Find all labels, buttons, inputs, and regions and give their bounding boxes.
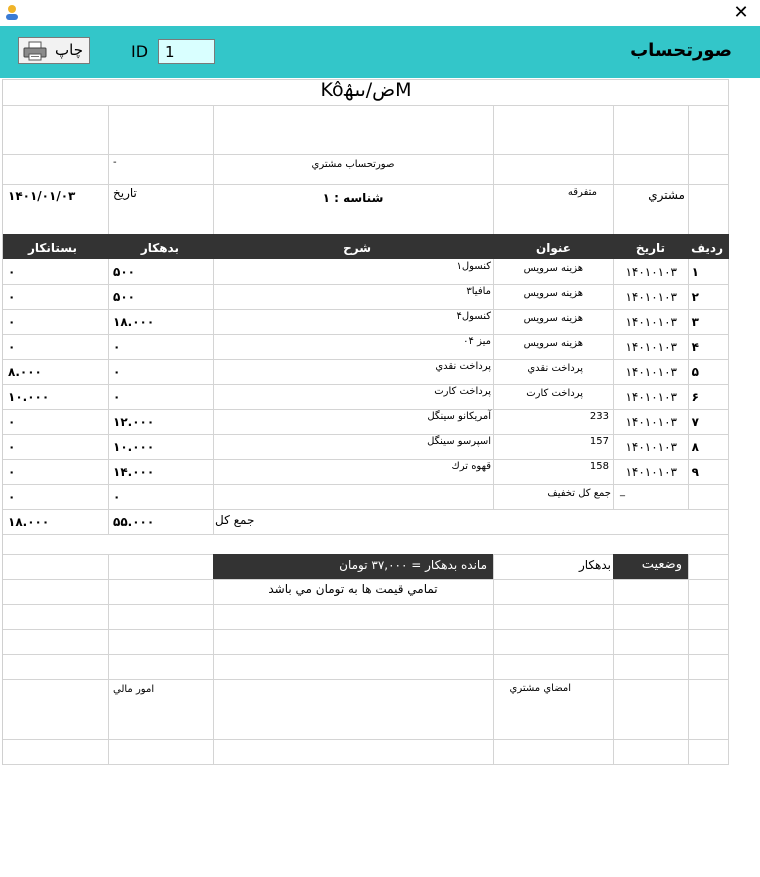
currency-note: تمامي قيمت ها به تومان مي باشد: [268, 582, 438, 596]
row-6-desc: پرداخت كارت: [434, 386, 491, 397]
row-3-date: ۱۴۰۱۰۱۰۳: [625, 315, 677, 329]
row-5-credit: ۸.۰۰۰: [8, 365, 42, 379]
row-2-title: هزينه سرويس: [523, 288, 583, 299]
row-5-desc: پرداخت نقدي: [435, 361, 491, 372]
print-button[interactable]: [18, 37, 90, 64]
row-2-desc: مافيا۳: [466, 286, 491, 297]
row-1-date: ۱۴۰۱۰۱۰۳: [625, 265, 677, 279]
row-9-date: ۱۴۰۱۰۱۰۳: [625, 465, 677, 479]
print-label: چاپ: [55, 41, 83, 59]
row-6-credit: ۱۰.۰۰۰: [8, 390, 50, 404]
date-label: تاريخ: [113, 186, 137, 200]
row-1-index: ۱: [691, 265, 699, 279]
discount-credit: ۰: [8, 490, 16, 504]
total-debit: ۵۵.۰۰۰: [113, 515, 155, 529]
printer-icon: [23, 41, 47, 61]
row-2-date: ۱۴۰۱۰۱۰۳: [625, 290, 677, 304]
row-5-title: پرداخت نقدي: [527, 363, 583, 374]
row-7-desc: آمريكانو سينگل: [427, 411, 491, 422]
row-7-credit: ۰: [8, 415, 16, 429]
table-header: [3, 234, 729, 259]
row-5-debit: ۰: [113, 365, 121, 379]
row-1-desc: كنسول۱: [456, 261, 491, 272]
row-1-credit: ۰: [8, 265, 16, 279]
user-app-icon: [4, 4, 20, 20]
row-9-desc: قهوه ترك: [451, 461, 491, 472]
row-9-title: 158: [589, 461, 609, 472]
row-9-index: ۹: [691, 465, 699, 479]
row-9-credit: ۰: [8, 465, 16, 479]
balance-banner: [213, 554, 493, 579]
row-7-debit: ۱۲.۰۰۰: [113, 415, 155, 429]
row-6-title: پرداخت كارت: [526, 388, 583, 399]
report-title: Kôض/ىىۿM: [320, 79, 412, 101]
total-label: جمع كل: [215, 513, 255, 527]
col-credit-header: بستانكار: [27, 241, 77, 255]
row-4-title: هزينه سرويس: [523, 338, 583, 349]
invoice-report: [2, 79, 729, 765]
row-5-date: ۱۴۰۱۰۱۰۳: [625, 365, 677, 379]
balance-text: مانده بدهكار = ۳۷,۰۰۰ تومان: [339, 558, 487, 572]
form-title: صورتحساب: [630, 40, 732, 61]
status-value: بدهكار: [578, 558, 611, 572]
close-button[interactable]: ✕: [733, 2, 749, 23]
row-4-desc: ميز ۰۴: [463, 336, 491, 347]
row-4-index: ۴: [691, 340, 699, 354]
row-6-date: ۱۴۰۱۰۱۰۳: [625, 390, 677, 404]
row-8-desc: اسپرسو سينگل: [427, 436, 491, 447]
row-2-credit: ۰: [8, 290, 16, 304]
total-credit: ۱۸.۰۰۰: [8, 515, 50, 529]
status-label-cell: [613, 554, 688, 579]
discount-dash: _: [620, 486, 625, 497]
row-6-debit: ۰: [113, 390, 121, 404]
discount-debit: ۰: [113, 490, 121, 504]
header-dash: -: [113, 157, 117, 168]
row-3-index: ۳: [691, 315, 699, 329]
col-debit-header: بدهكار: [140, 241, 179, 255]
col-title-header: عنوان: [536, 241, 571, 255]
row-3-desc: كنسول۴: [456, 311, 491, 322]
row-8-title: 157: [589, 436, 609, 447]
row-8-debit: ۱۰.۰۰۰: [113, 440, 155, 454]
col-date-header: تاريخ: [635, 241, 665, 255]
col-row-header: رديف: [691, 241, 723, 255]
customer-invoice-label: صورتحساب مشتري: [311, 159, 395, 170]
customer-signature-label: امضاي مشتري: [509, 683, 571, 694]
row-1-title: هزينه سرويس: [523, 263, 583, 274]
row-6-index: ۶: [691, 390, 699, 404]
customer-value: متفرقه: [567, 187, 597, 198]
id-input[interactable]: [158, 39, 215, 64]
row-1-debit: ۵۰۰: [113, 265, 135, 279]
row-3-credit: ۰: [8, 315, 16, 329]
discount-label: جمع كل تخفيف: [547, 488, 611, 499]
row-4-debit: ۰: [113, 340, 121, 354]
finance-label: امور مالي: [113, 684, 155, 695]
invoice-id: شناسه : ۱: [322, 191, 384, 205]
row-5-index: ۵: [691, 365, 699, 379]
row-7-index: ۷: [691, 415, 699, 429]
window-titlebar: [0, 0, 760, 26]
status-label: وضعيت: [641, 557, 682, 572]
customer-label: مشتري: [648, 188, 685, 202]
row-4-date: ۱۴۰۱۰۱۰۳: [625, 340, 677, 354]
row-8-credit: ۰: [8, 440, 16, 454]
row-7-date: ۱۴۰۱۰۱۰۳: [625, 415, 677, 429]
row-2-debit: ۵۰۰: [113, 290, 135, 304]
date-value: ۱۴۰۱/۰۱/۰۳: [8, 189, 76, 203]
row-8-date: ۱۴۰۱۰۱۰۳: [625, 440, 677, 454]
row-9-debit: ۱۴.۰۰۰: [113, 465, 155, 479]
row-8-index: ۸: [691, 440, 699, 454]
toolbar: [0, 26, 760, 78]
col-desc-header: شرح: [343, 241, 371, 255]
row-2-index: ۲: [691, 290, 699, 304]
row-3-title: هزينه سرويس: [523, 313, 583, 324]
row-4-credit: ۰: [8, 340, 16, 354]
row-7-title: 233: [589, 411, 609, 422]
row-3-debit: ۱۸.۰۰۰: [113, 315, 155, 329]
id-label: ID: [131, 42, 149, 61]
